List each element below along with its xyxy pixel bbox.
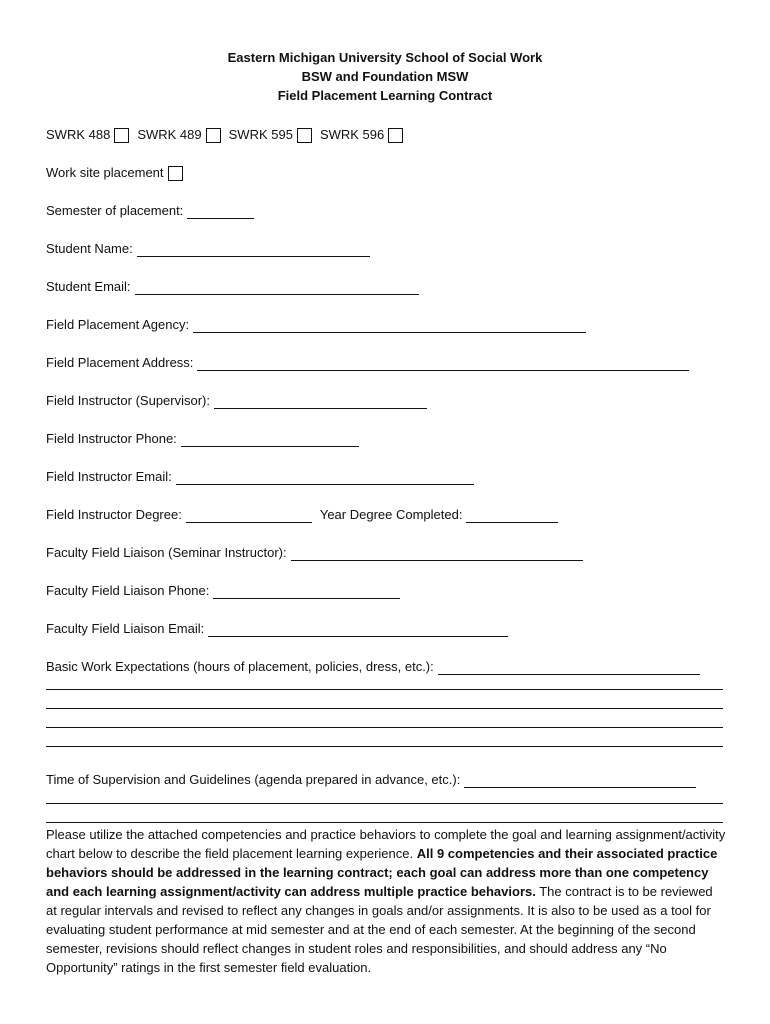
student-name-row	[46, 237, 370, 257]
university-title: Eastern Michigan University School of Social Work	[227, 50, 543, 65]
expectations-line[interactable]	[46, 727, 723, 728]
instructor-email-field[interactable]	[176, 470, 474, 485]
instructor-degree-row	[46, 503, 558, 523]
student-email-label: Student Email:	[46, 279, 131, 294]
address-label: Field Placement Address:	[46, 355, 194, 370]
liaison-label: Faculty Field Liaison (Seminar Instructor):	[46, 545, 287, 560]
program-title: BSW and Foundation MSW	[301, 69, 469, 84]
expectations-line[interactable]	[46, 689, 723, 690]
course-checkbox-489[interactable]	[206, 128, 221, 143]
instructions-rest: The contract is to be reviewed at regular intervals and revised to reflect any changes in goals and/or assignments. It is also to be used as a tool for evaluating student performance at mid semester and at the end of each semester. At the beginning of the second semester, revisions should reflect changes in student roles and responsibilities, and should address any “No Opportunity” ratings in the first semester field evaluation.	[46, 884, 713, 975]
semester-label: Semester of placement:	[46, 203, 184, 218]
liaison-phone-row	[46, 579, 400, 599]
course-selection	[46, 123, 411, 143]
instructor-row	[46, 389, 427, 409]
expectations-line[interactable]	[46, 708, 723, 709]
instructor-phone-label: Field Instructor Phone:	[46, 431, 177, 446]
supervision-line[interactable]	[46, 822, 723, 823]
instructor-email-row	[46, 465, 474, 485]
instructor-email-label: Field Instructor Email:	[46, 469, 172, 484]
student-name-label: Student Name:	[46, 241, 133, 256]
course-label: SWRK 488	[46, 127, 111, 142]
supervision-label: Time of Supervision and Guidelines (agenda prepared in advance, etc.):	[46, 772, 461, 787]
instructor-degree-label: Field Instructor Degree:	[46, 507, 182, 522]
course-label: SWRK 489	[137, 127, 202, 142]
semester-field[interactable]	[187, 204, 254, 219]
supervision-row	[46, 768, 696, 788]
year-degree-field[interactable]	[466, 508, 558, 523]
course-label: SWRK 595	[228, 127, 293, 142]
supervision-line[interactable]	[46, 803, 723, 804]
work-site-checkbox[interactable]	[168, 166, 183, 181]
address-row	[46, 351, 689, 371]
course-checkbox-596[interactable]	[388, 128, 403, 143]
liaison-phone-label: Faculty Field Liaison Phone:	[46, 583, 210, 598]
agency-label: Field Placement Agency:	[46, 317, 190, 332]
course-label: SWRK 596	[319, 127, 385, 142]
work-site-row	[46, 161, 183, 181]
liaison-email-label: Faculty Field Liaison Email:	[46, 621, 205, 636]
form-header	[0, 48, 770, 105]
instructor-field[interactable]	[214, 394, 427, 409]
instructor-phone-field[interactable]	[181, 432, 359, 447]
course-option-595	[229, 127, 312, 143]
course-checkbox-488[interactable]	[114, 128, 129, 143]
liaison-field[interactable]	[291, 546, 583, 561]
course-option-596	[320, 127, 403, 143]
instructions-bold: All 9 competencies and their associated practice behaviors should be addressed in the learning contract; each goal can address more than one competency and each learning assignment/activity can address multiple practice behaviors.	[46, 846, 718, 899]
semester-row	[46, 199, 254, 219]
expectations-line[interactable]	[46, 746, 723, 747]
course-option-488	[46, 127, 129, 143]
course-option-489	[137, 127, 220, 143]
instructor-phone-row	[46, 427, 359, 447]
liaison-phone-field[interactable]	[213, 584, 400, 599]
year-degree-label: Year Degree Completed:	[319, 507, 463, 522]
instructions-paragraph	[46, 825, 726, 977]
agency-field[interactable]	[193, 318, 586, 333]
liaison-email-field[interactable]	[208, 622, 508, 637]
course-checkbox-595[interactable]	[297, 128, 312, 143]
liaison-email-row	[46, 617, 508, 637]
expectations-label: Basic Work Expectations (hours of placement, policies, dress, etc.):	[46, 659, 434, 674]
student-email-row	[46, 275, 419, 295]
instructor-label: Field Instructor (Supervisor):	[46, 393, 210, 408]
instructions-intro: Please utilize the attached competencies and practice behaviors to complete the goal and learning assignment/activity chart below to describe the field placement learning experience.	[46, 827, 726, 861]
student-name-field[interactable]	[137, 242, 370, 257]
work-site-label: Work site placement	[46, 165, 164, 180]
expectations-row	[46, 655, 700, 675]
form-title: Field Placement Learning Contract	[277, 88, 493, 103]
liaison-row	[46, 541, 583, 561]
expectations-field[interactable]	[438, 660, 700, 675]
address-field[interactable]	[197, 356, 689, 371]
student-email-field[interactable]	[135, 280, 419, 295]
agency-row	[46, 313, 586, 333]
instructor-degree-field[interactable]	[186, 508, 312, 523]
supervision-field[interactable]	[464, 773, 696, 788]
